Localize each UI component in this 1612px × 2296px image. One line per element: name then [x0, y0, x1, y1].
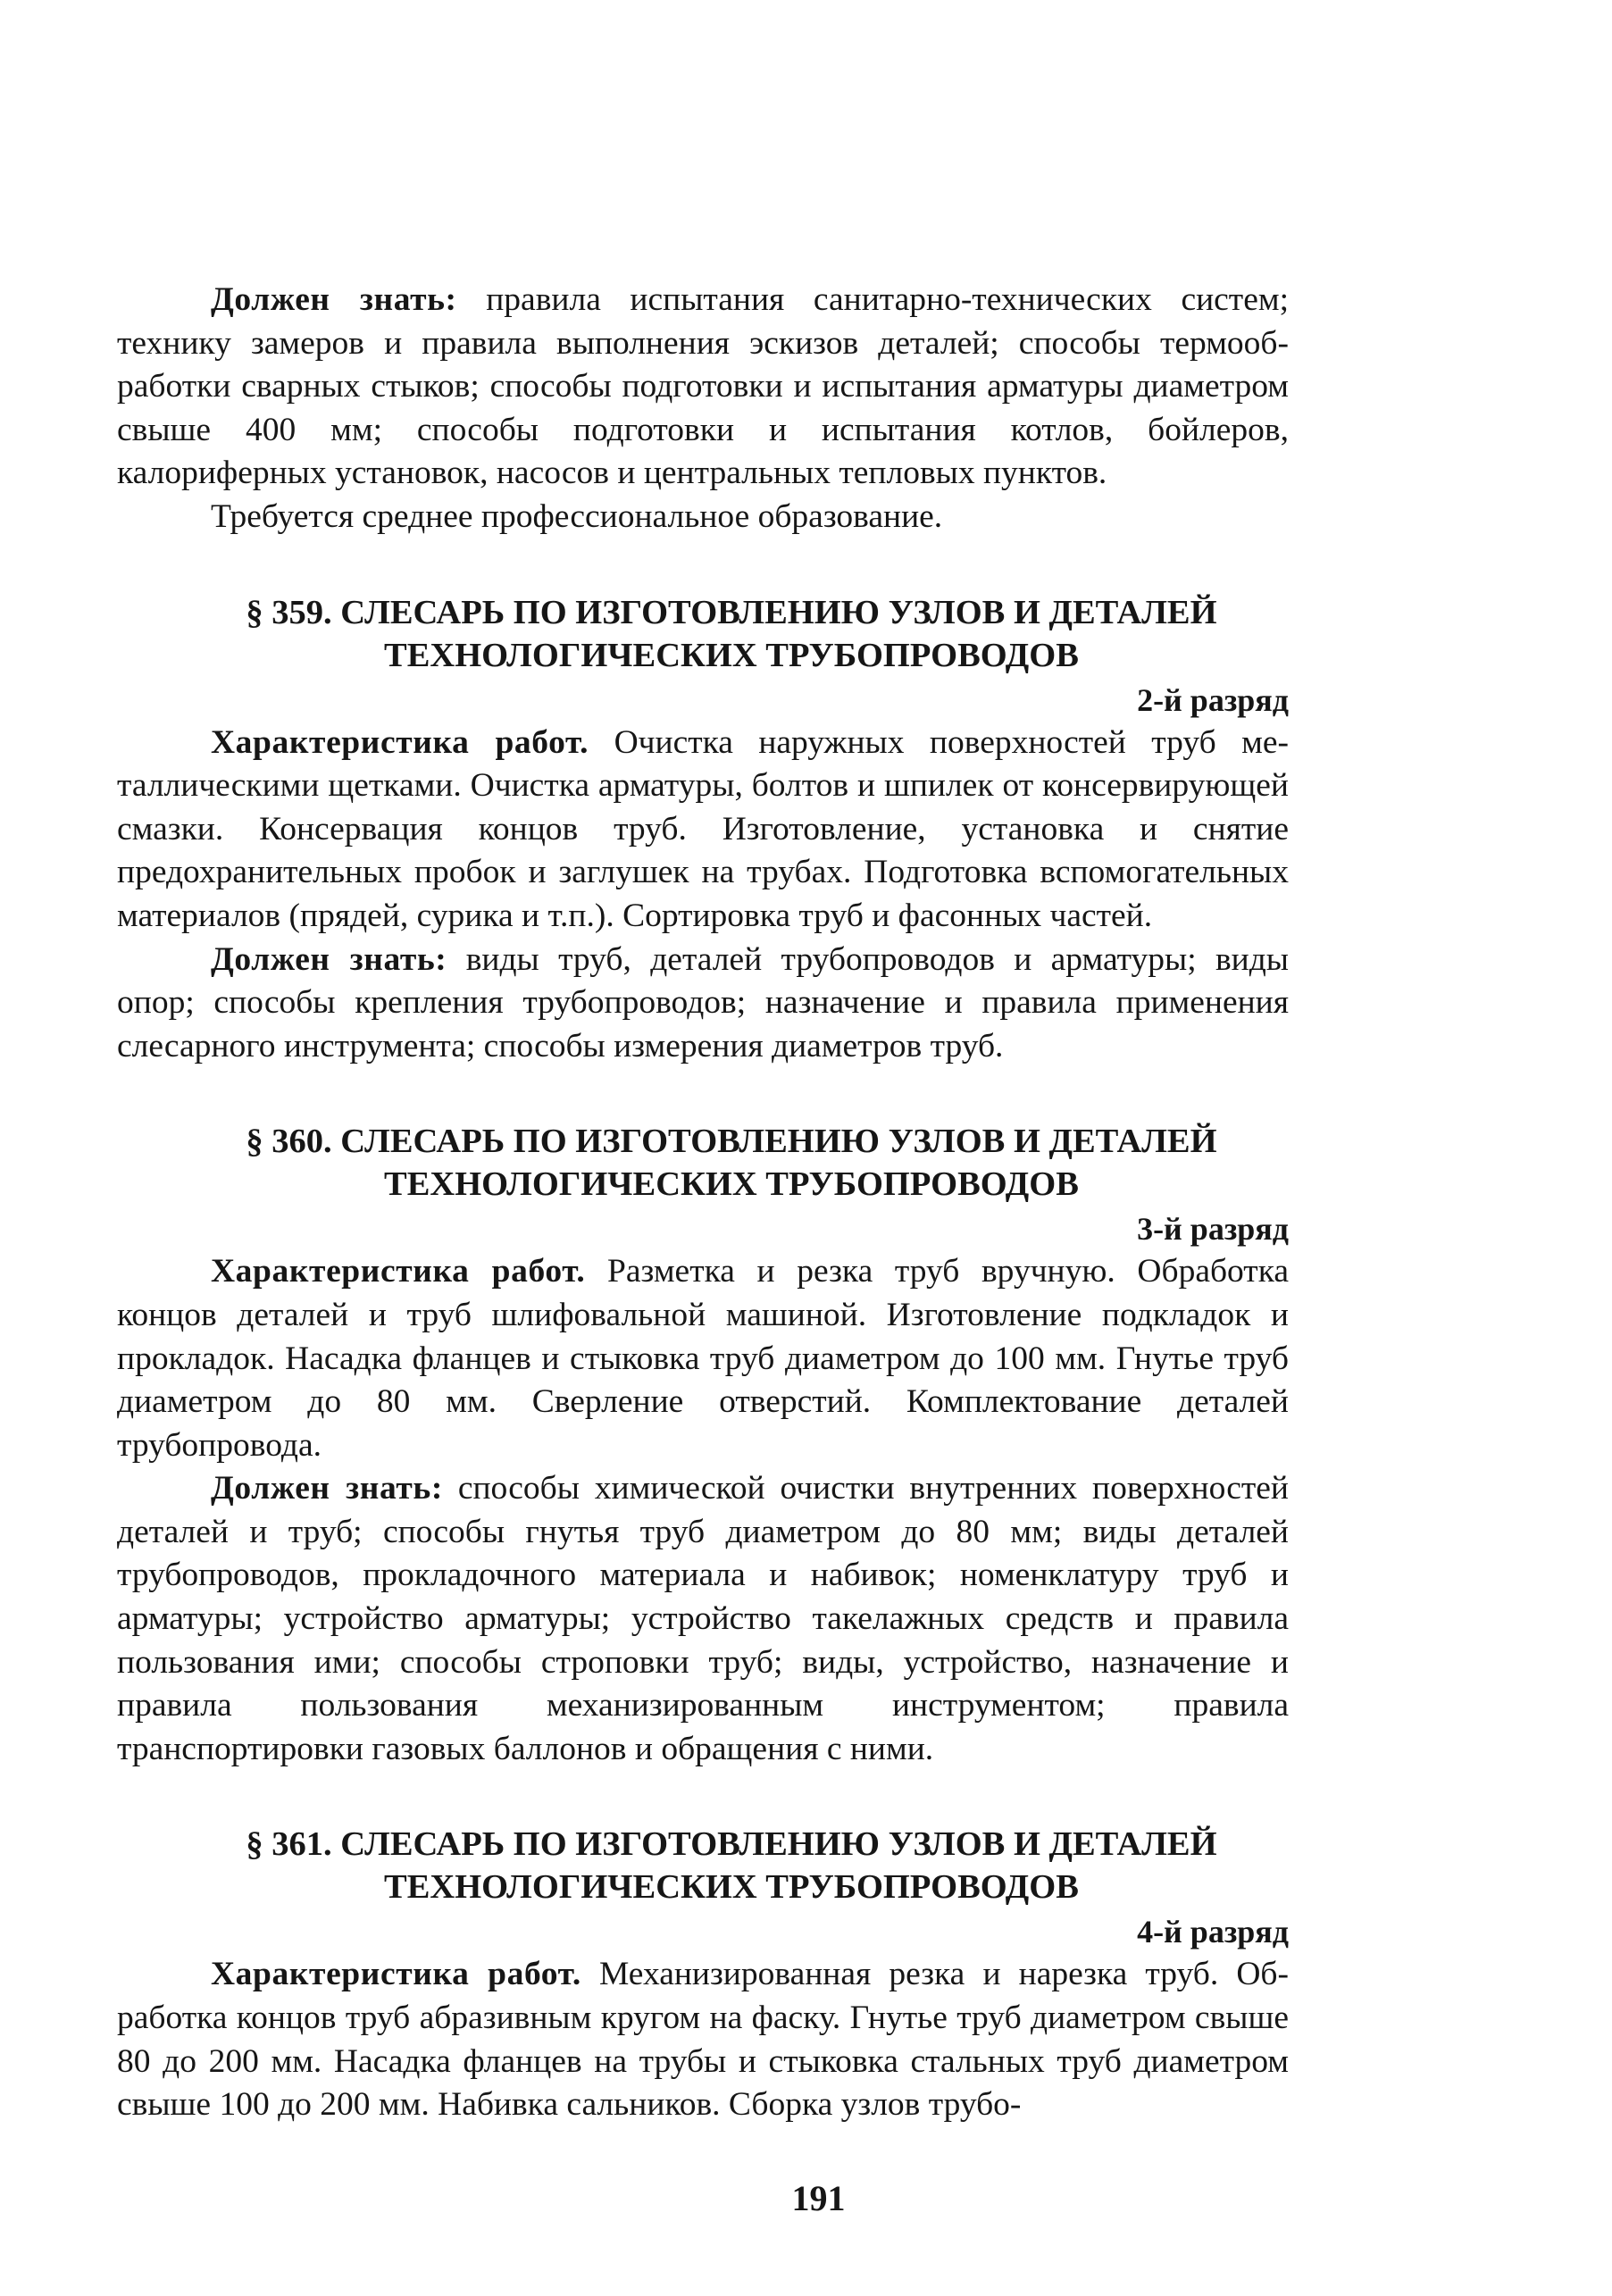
- grade-label: 2-й разряд: [1137, 681, 1289, 718]
- section-title: [117, 591, 1289, 677]
- knowledge-lead: Должен знать:: [211, 281, 457, 318]
- section-360: [117, 1120, 1289, 1771]
- page-number: [0, 2177, 1612, 2220]
- section-title: [117, 1823, 1289, 1908]
- work-text: Очистка наружных поверхностей труб металлическими щетками. Очистка арматуры, болтов и шпилек от консервирующей смазки. Консервация концов труб. Изготовление, установка и снятие предохранительных пробок и заглушек на трубах. Подготовка вспомогательных материалов (прядей, сурика и т.п.). Сортировка труб и фасонных частей.: [117, 723, 1289, 934]
- section-361: [117, 1823, 1289, 2126]
- document-page: [117, 279, 1289, 2127]
- knowledge-paragraph: [117, 1467, 1289, 1771]
- knowledge-text: виды труб, деталей трубопроводов и арматуры; виды опор; способы крепления трубопроводов; назначение и правила применения слесарного инструмента; способы измерения диаметров труб.: [117, 940, 1289, 1065]
- work-characteristics-paragraph: [117, 1953, 1289, 2126]
- knowledge-lead: Должен знать:: [211, 1470, 443, 1507]
- section-title: [117, 1120, 1289, 1206]
- work-text: Механизированная резка и нарезка труб. Обработка концов труб абразивным кругом на фаску. Гнутье труб диаметром свыше 80 до 200 мм. Насадка фланцев на трубы и стыковка стальных труб диаметром свыше 100 до 200 мм. Набивка сальников. Сборка узлов трубо-: [117, 1956, 1289, 2124]
- grade-label: 3-й разряд: [1137, 1211, 1289, 1248]
- education-requirement: Требуется среднее профессиональное образование.: [211, 497, 943, 535]
- grade-label: 4-й разряд: [1137, 1914, 1289, 1950]
- page-number-text: 191: [791, 2178, 846, 2218]
- knowledge-text: способы химической очистки внутренних поверхностей деталей и труб; способы гнутья труб диаметром до 80 мм; виды деталей трубопроводов, прокладочного материала и набивок; номенклатуру труб и арматуры; устройство арматуры; устройство такелажных средств и правила пользования ими; способы строповки труб; виды, устройство, назначение и правила пользования механизированным инструментом; правила транспортировки газовых баллонов и обращения с ними.: [117, 1470, 1289, 1767]
- work-characteristics-paragraph: [117, 1250, 1289, 1467]
- knowledge-paragraph: [117, 939, 1289, 1069]
- section-title-line2: ТЕХНОЛОГИЧЕСКИХ ТРУБОПРОВОДОВ: [384, 1868, 1079, 1907]
- knowledge-lead: Должен знать:: [211, 940, 447, 978]
- work-characteristics-paragraph: [117, 722, 1289, 939]
- section-title-line1: § 360. СЛЕСАРЬ ПО ИЗГОТОВЛЕНИЮ УЗЛОВ И ДЕТАЛЕЙ: [246, 1123, 1217, 1161]
- intro-knowledge-paragraph: [117, 279, 1289, 496]
- section-359: [117, 591, 1289, 1069]
- section-title-line2: ТЕХНОЛОГИЧЕСКИХ ТРУБОПРОВОДОВ: [384, 1165, 1079, 1204]
- section-title-line1: § 361. СЛЕСАРЬ ПО ИЗГОТОВЛЕНИЮ УЗЛОВ И ДЕТАЛЕЙ: [246, 1825, 1217, 1864]
- section-title-line1: § 359. СЛЕСАРЬ ПО ИЗГОТОВЛЕНИЮ УЗЛОВ И ДЕТАЛЕЙ: [246, 593, 1217, 631]
- knowledge-text: правила испытания санитарно-технических систем; технику замеров и правила выполнения эскизов деталей; способы термообработки сварных стыков; способы подготовки и испытания арматуры диаметром свыше 400 мм; способы подготовки и испытания котлов, бойлеров, калориферных установок, насосов и центральных тепловых пунктов.: [117, 281, 1289, 492]
- work-lead: Характеристика работ.: [211, 1253, 586, 1290]
- work-lead: Характеристика работ.: [211, 723, 589, 761]
- work-lead: Характеристика работ.: [211, 1956, 581, 1993]
- work-text: Разметка и резка труб вручную. Обработка концов деталей и труб шлифовальной машиной. Изготовление подкладок и прокладок. Насадка фланцев и стыковка труб диаметром до 100 мм. Гнутье труб диаметром до 80 мм. Сверление отверстий. Комплектование деталей трубопровода.: [117, 1253, 1289, 1464]
- section-title-line2: ТЕХНОЛОГИЧЕСКИХ ТРУБОПРОВОДОВ: [384, 636, 1079, 674]
